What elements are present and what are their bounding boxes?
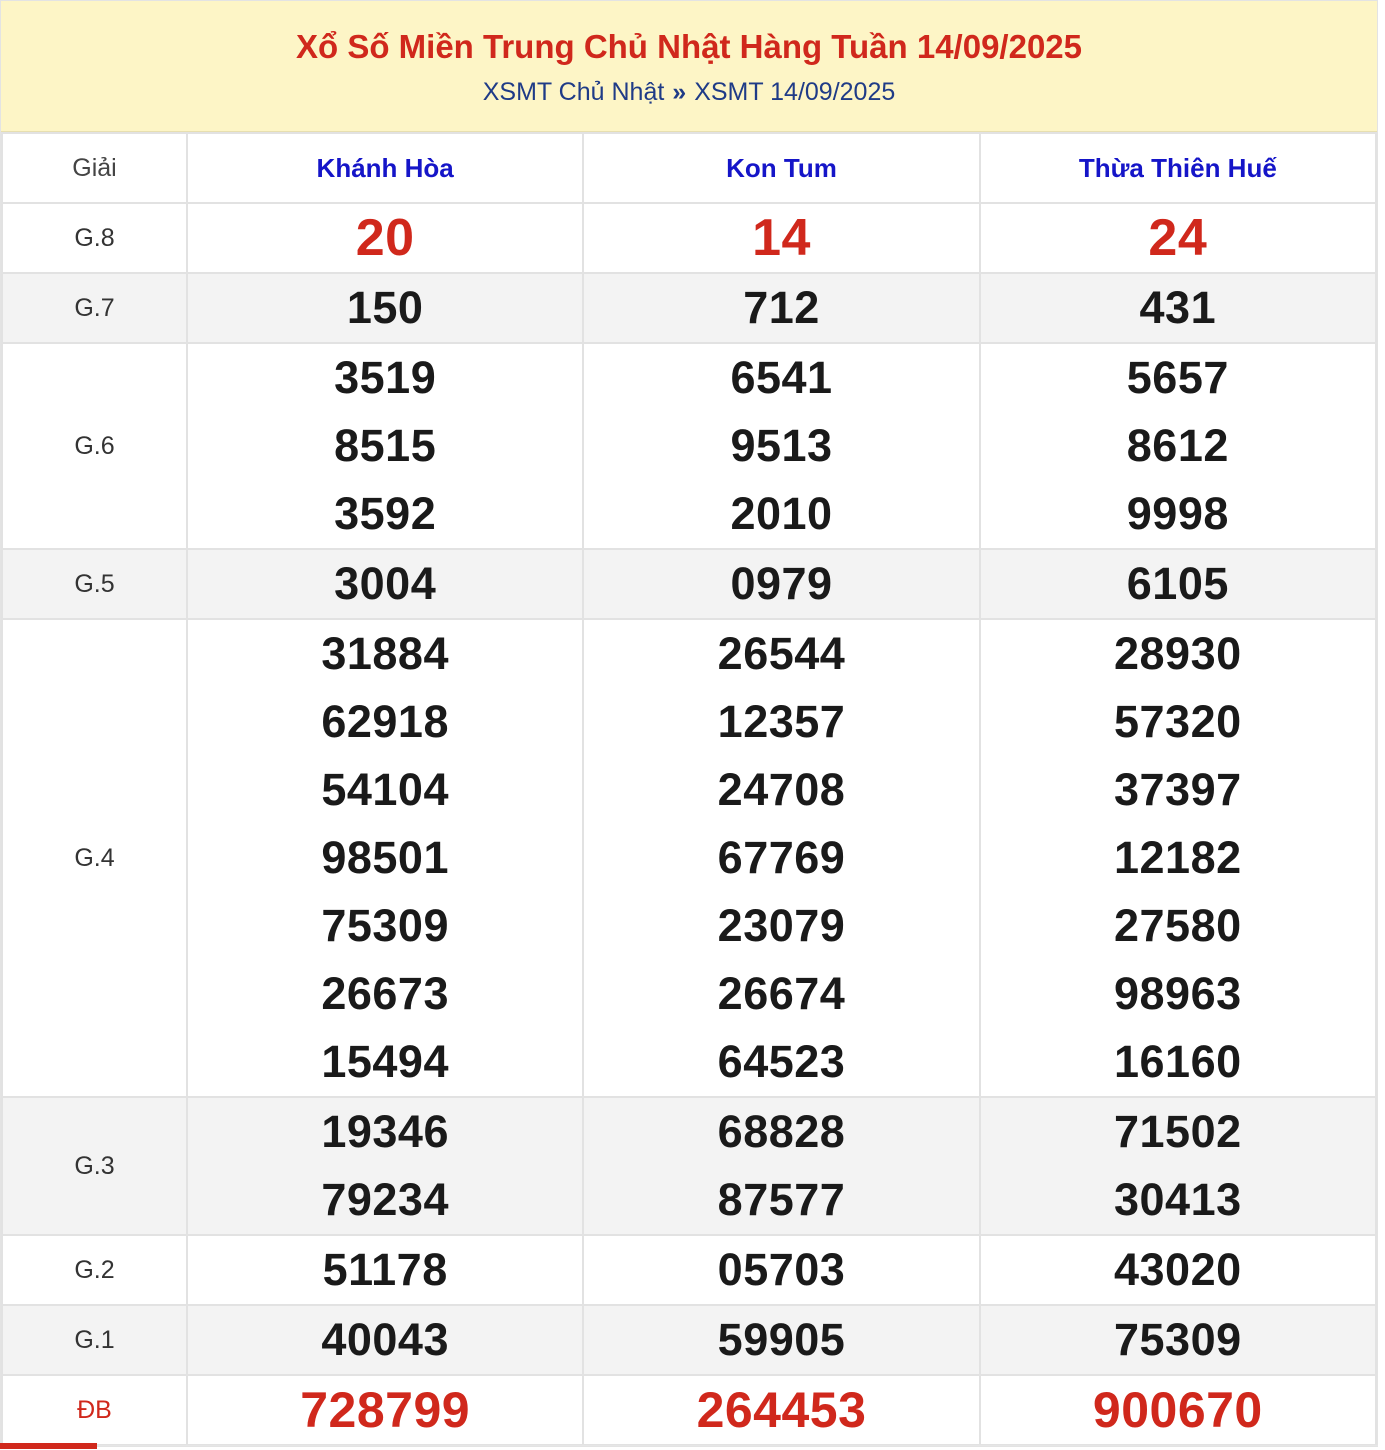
result-number: 26674: [717, 968, 846, 1019]
result-number: 150: [346, 282, 424, 333]
table-row: [2, 1305, 1376, 1375]
result-cell-kon-tum: [583, 1375, 979, 1445]
result-cell-kon-tum: [583, 343, 979, 549]
result-number: 12182: [1114, 832, 1242, 883]
province-header-kon-tum[interactable]: Kon Tum: [583, 133, 979, 203]
result-cell-khanh-hoa: [187, 1305, 583, 1375]
result-number: 71502: [1114, 1106, 1242, 1157]
result-number: 54104: [321, 764, 449, 815]
result-number: 8612: [1126, 420, 1229, 471]
result-number: 431: [1139, 282, 1217, 333]
result-number: 43020: [1114, 1244, 1242, 1295]
result-number: 28930: [1114, 628, 1242, 679]
prize-label: G.8: [2, 203, 187, 273]
result-number: 98963: [1114, 968, 1242, 1019]
results-body: [2, 203, 1376, 1445]
result-number: 57320: [1114, 696, 1242, 747]
breadcrumb-link-date[interactable]: XSMT 14/09/2025: [694, 78, 896, 106]
result-number: 40043: [321, 1314, 449, 1365]
tab-strip: [97, 1445, 1378, 1450]
result-number: 67769: [717, 832, 846, 883]
prize-column-header: Giải: [2, 133, 187, 203]
result-cell-khanh-hoa: [187, 203, 583, 273]
result-cell-kon-tum: [583, 549, 979, 619]
result-number: 19346: [321, 1106, 449, 1157]
result-cell-khanh-hoa: [187, 1375, 583, 1445]
result-number: 23079: [717, 900, 846, 951]
result-number: 59905: [717, 1314, 846, 1365]
prize-label: ĐB: [2, 1375, 187, 1445]
result-number: 712: [743, 282, 820, 333]
result-number: 8515: [334, 420, 437, 471]
result-cell-khanh-hoa: [187, 1097, 583, 1235]
prize-label: G.1: [2, 1305, 187, 1375]
table-row: [2, 1375, 1376, 1445]
result-cell-khanh-hoa: [187, 1235, 583, 1305]
result-cell-thua-thien-hue: [980, 1375, 1376, 1445]
prize-label: G.4: [2, 619, 187, 1097]
result-cell-kon-tum: [583, 1305, 979, 1375]
result-number: 0979: [730, 558, 833, 609]
table-row: [2, 203, 1376, 273]
table-header-row: [2, 133, 1376, 203]
result-number: 16160: [1114, 1036, 1242, 1087]
result-number: 2010: [730, 488, 833, 539]
result-number: 6541: [730, 352, 833, 403]
result-number: 728799: [300, 1382, 471, 1438]
result-cell-thua-thien-hue: [980, 273, 1376, 343]
table-row: [2, 549, 1376, 619]
prize-label: G.5: [2, 549, 187, 619]
result-cell-thua-thien-hue: [980, 1305, 1376, 1375]
result-number: 98501: [321, 832, 449, 883]
result-number: 30413: [1114, 1174, 1242, 1225]
table-row: [2, 343, 1376, 549]
table-row: [2, 619, 1376, 1097]
result-number: 68828: [717, 1106, 846, 1157]
result-number: 75309: [321, 900, 449, 951]
result-cell-thua-thien-hue: [980, 1097, 1376, 1235]
result-number: 3004: [334, 558, 437, 609]
result-number: 9513: [730, 420, 833, 471]
result-number: 15494: [321, 1036, 449, 1087]
result-number: 3592: [334, 488, 437, 539]
result-number: 3519: [334, 352, 437, 403]
prize-label: G.3: [2, 1097, 187, 1235]
active-tab-indicator: [0, 1443, 97, 1449]
table-row: [2, 1097, 1376, 1235]
result-number: 62918: [321, 696, 449, 747]
result-cell-kon-tum: [583, 203, 979, 273]
result-number: 87577: [717, 1174, 846, 1225]
result-cell-kon-tum: [583, 273, 979, 343]
result-cell-thua-thien-hue: [980, 203, 1376, 273]
result-number: 79234: [321, 1174, 449, 1225]
result-number: 14: [752, 209, 811, 267]
result-number: 26544: [717, 628, 846, 679]
province-header-thua-thien-hue[interactable]: Thừa Thiên Huế: [980, 133, 1376, 203]
result-number: 900670: [1092, 1382, 1263, 1438]
result-number: 05703: [717, 1244, 846, 1295]
page-title: Xổ Số Miền Trung Chủ Nhật Hàng Tuần 14/09/2025: [295, 28, 1083, 65]
province-header-khanh-hoa[interactable]: Khánh Hòa: [187, 133, 583, 203]
table-row: [2, 1235, 1376, 1305]
result-number: 264453: [696, 1382, 867, 1438]
result-number: 6105: [1126, 558, 1229, 609]
result-cell-khanh-hoa: [187, 273, 583, 343]
result-cell-thua-thien-hue: [980, 343, 1376, 549]
result-number: 64523: [717, 1036, 846, 1087]
result-cell-thua-thien-hue: [980, 549, 1376, 619]
prize-label: G.2: [2, 1235, 187, 1305]
result-number: 12357: [717, 696, 846, 747]
result-number: 37397: [1114, 764, 1242, 815]
breadcrumb: [1, 77, 1377, 107]
results-table: [1, 132, 1377, 1446]
result-number: 31884: [321, 628, 449, 679]
result-number: 75309: [1114, 1314, 1242, 1365]
result-number: 9998: [1126, 488, 1229, 539]
result-cell-khanh-hoa: [187, 619, 583, 1097]
prize-label: G.7: [2, 273, 187, 343]
result-number: 27580: [1114, 900, 1242, 951]
breadcrumb-separator: »: [672, 78, 687, 106]
result-cell-khanh-hoa: [187, 343, 583, 549]
result-cell-kon-tum: [583, 1235, 979, 1305]
prize-label: G.6: [2, 343, 187, 549]
result-cell-kon-tum: [583, 1097, 979, 1235]
table-row: [2, 273, 1376, 343]
result-number: 24708: [717, 764, 846, 815]
result-cell-khanh-hoa: [187, 549, 583, 619]
result-cell-thua-thien-hue: [980, 619, 1376, 1097]
result-number: 24: [1148, 209, 1208, 267]
result-number: 5657: [1126, 352, 1229, 403]
result-number: 51178: [322, 1244, 448, 1295]
result-number: 26673: [321, 968, 449, 1019]
result-cell-thua-thien-hue: [980, 1235, 1376, 1305]
result-cell-kon-tum: [583, 619, 979, 1097]
result-number: 20: [355, 209, 415, 267]
results-header: [1, 1, 1377, 132]
breadcrumb-link-weekday[interactable]: XSMT Chủ Nhật: [482, 78, 665, 106]
